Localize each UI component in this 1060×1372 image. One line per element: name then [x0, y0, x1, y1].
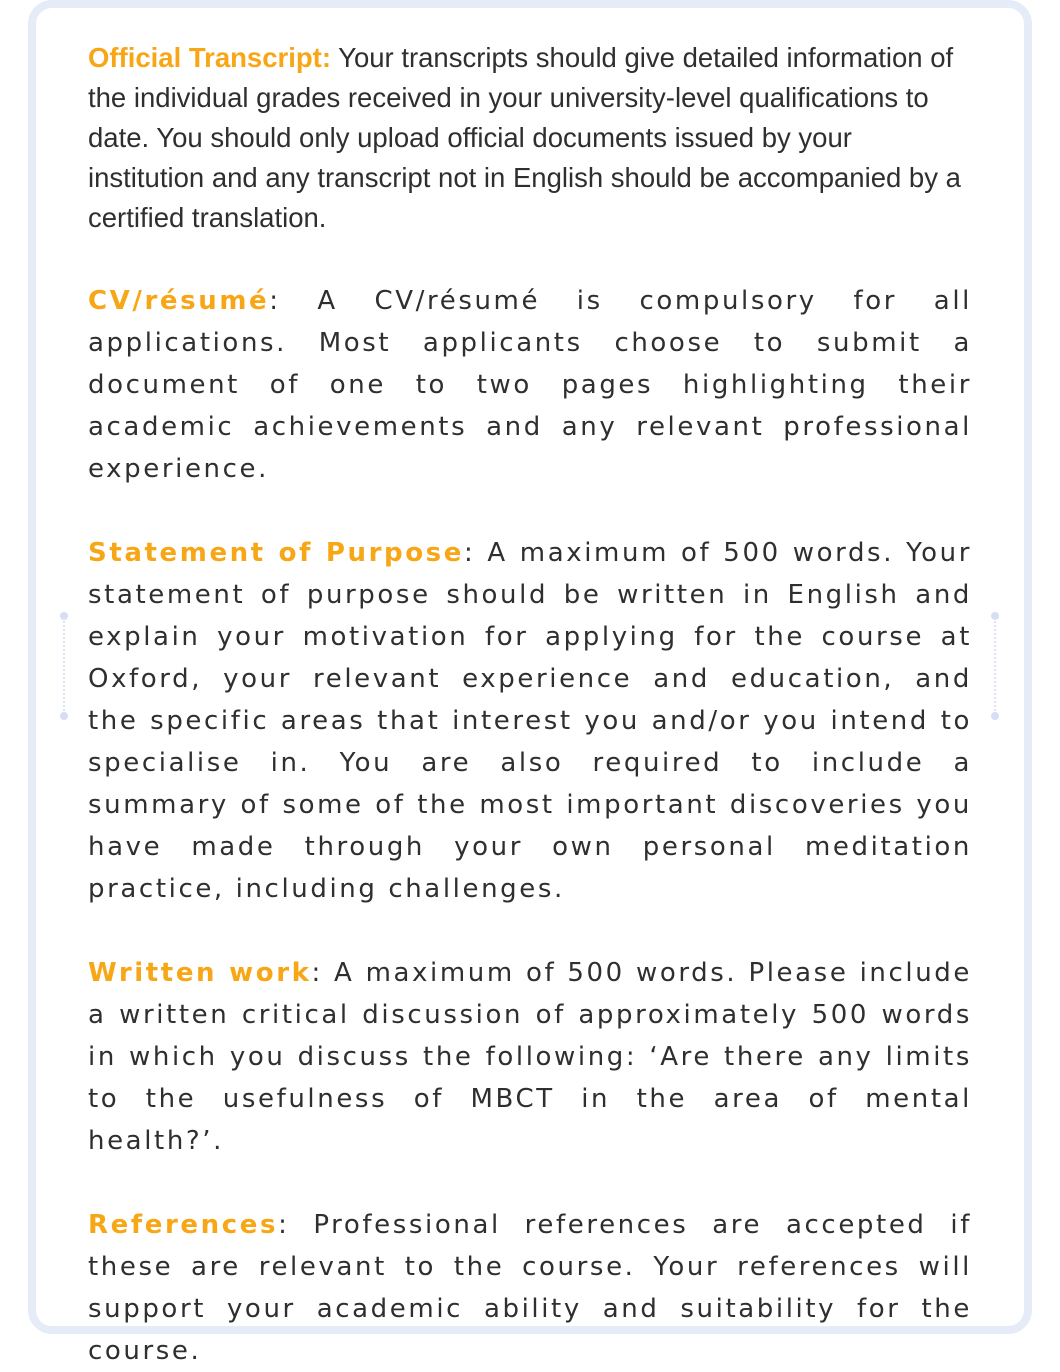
cv-label: CV/résumé: [88, 286, 270, 316]
decoration-dotted-line: [63, 618, 65, 714]
decoration-dot: [991, 712, 999, 720]
cv-paragraph: [88, 280, 972, 490]
written-work-text: : A maximum of 500 words. Please include a written critical discussion of approximately 500 words in which you discuss the following: ‘Are there any limits to the usefulness of MBCT in the area of mental health?’.: [88, 958, 972, 1156]
written-work-paragraph: [88, 952, 972, 1162]
statement-text: : A maximum of 500 words. Your statement of purpose should be written in English and explain your motivation for applying for the course at Oxford, your relevant experience and education, and the specific areas that interest you and/or you intend to specialise in. You are also required to include a summary of some of the most important discoveries you have made through your own personal meditation practice, including challenges.: [88, 538, 972, 904]
transcript-label: Official Transcript:: [88, 42, 331, 73]
written-work-label: Written work: [88, 958, 312, 988]
statement-paragraph: [88, 532, 972, 910]
decoration-dotted-line: [994, 618, 996, 714]
transcript-text: Your transcripts should give detailed information of the individual grades received in your university-level qualifications to date. You should only upload official documents issued by your institution and any transcript not in English should be accompanied by a certified translation.: [88, 42, 961, 233]
requirements-content: [88, 38, 972, 1372]
decoration-dot: [60, 712, 68, 720]
transcript-paragraph: [88, 38, 972, 238]
cv-text: : A CV/résumé is compulsory for all applications. Most applicants choose to submit a document of one to two pages highlighting their academic achievements and any relevant professional experience.: [88, 286, 972, 484]
references-label: References: [88, 1210, 279, 1240]
right-decoration: [990, 612, 1000, 722]
references-paragraph: [88, 1204, 972, 1372]
references-text: : Professional references are accepted if these are relevant to the course. Your references will support your academic ability and suitability for the course.: [88, 1210, 972, 1366]
statement-label: Statement of Purpose: [88, 538, 464, 568]
left-decoration: [59, 612, 69, 722]
